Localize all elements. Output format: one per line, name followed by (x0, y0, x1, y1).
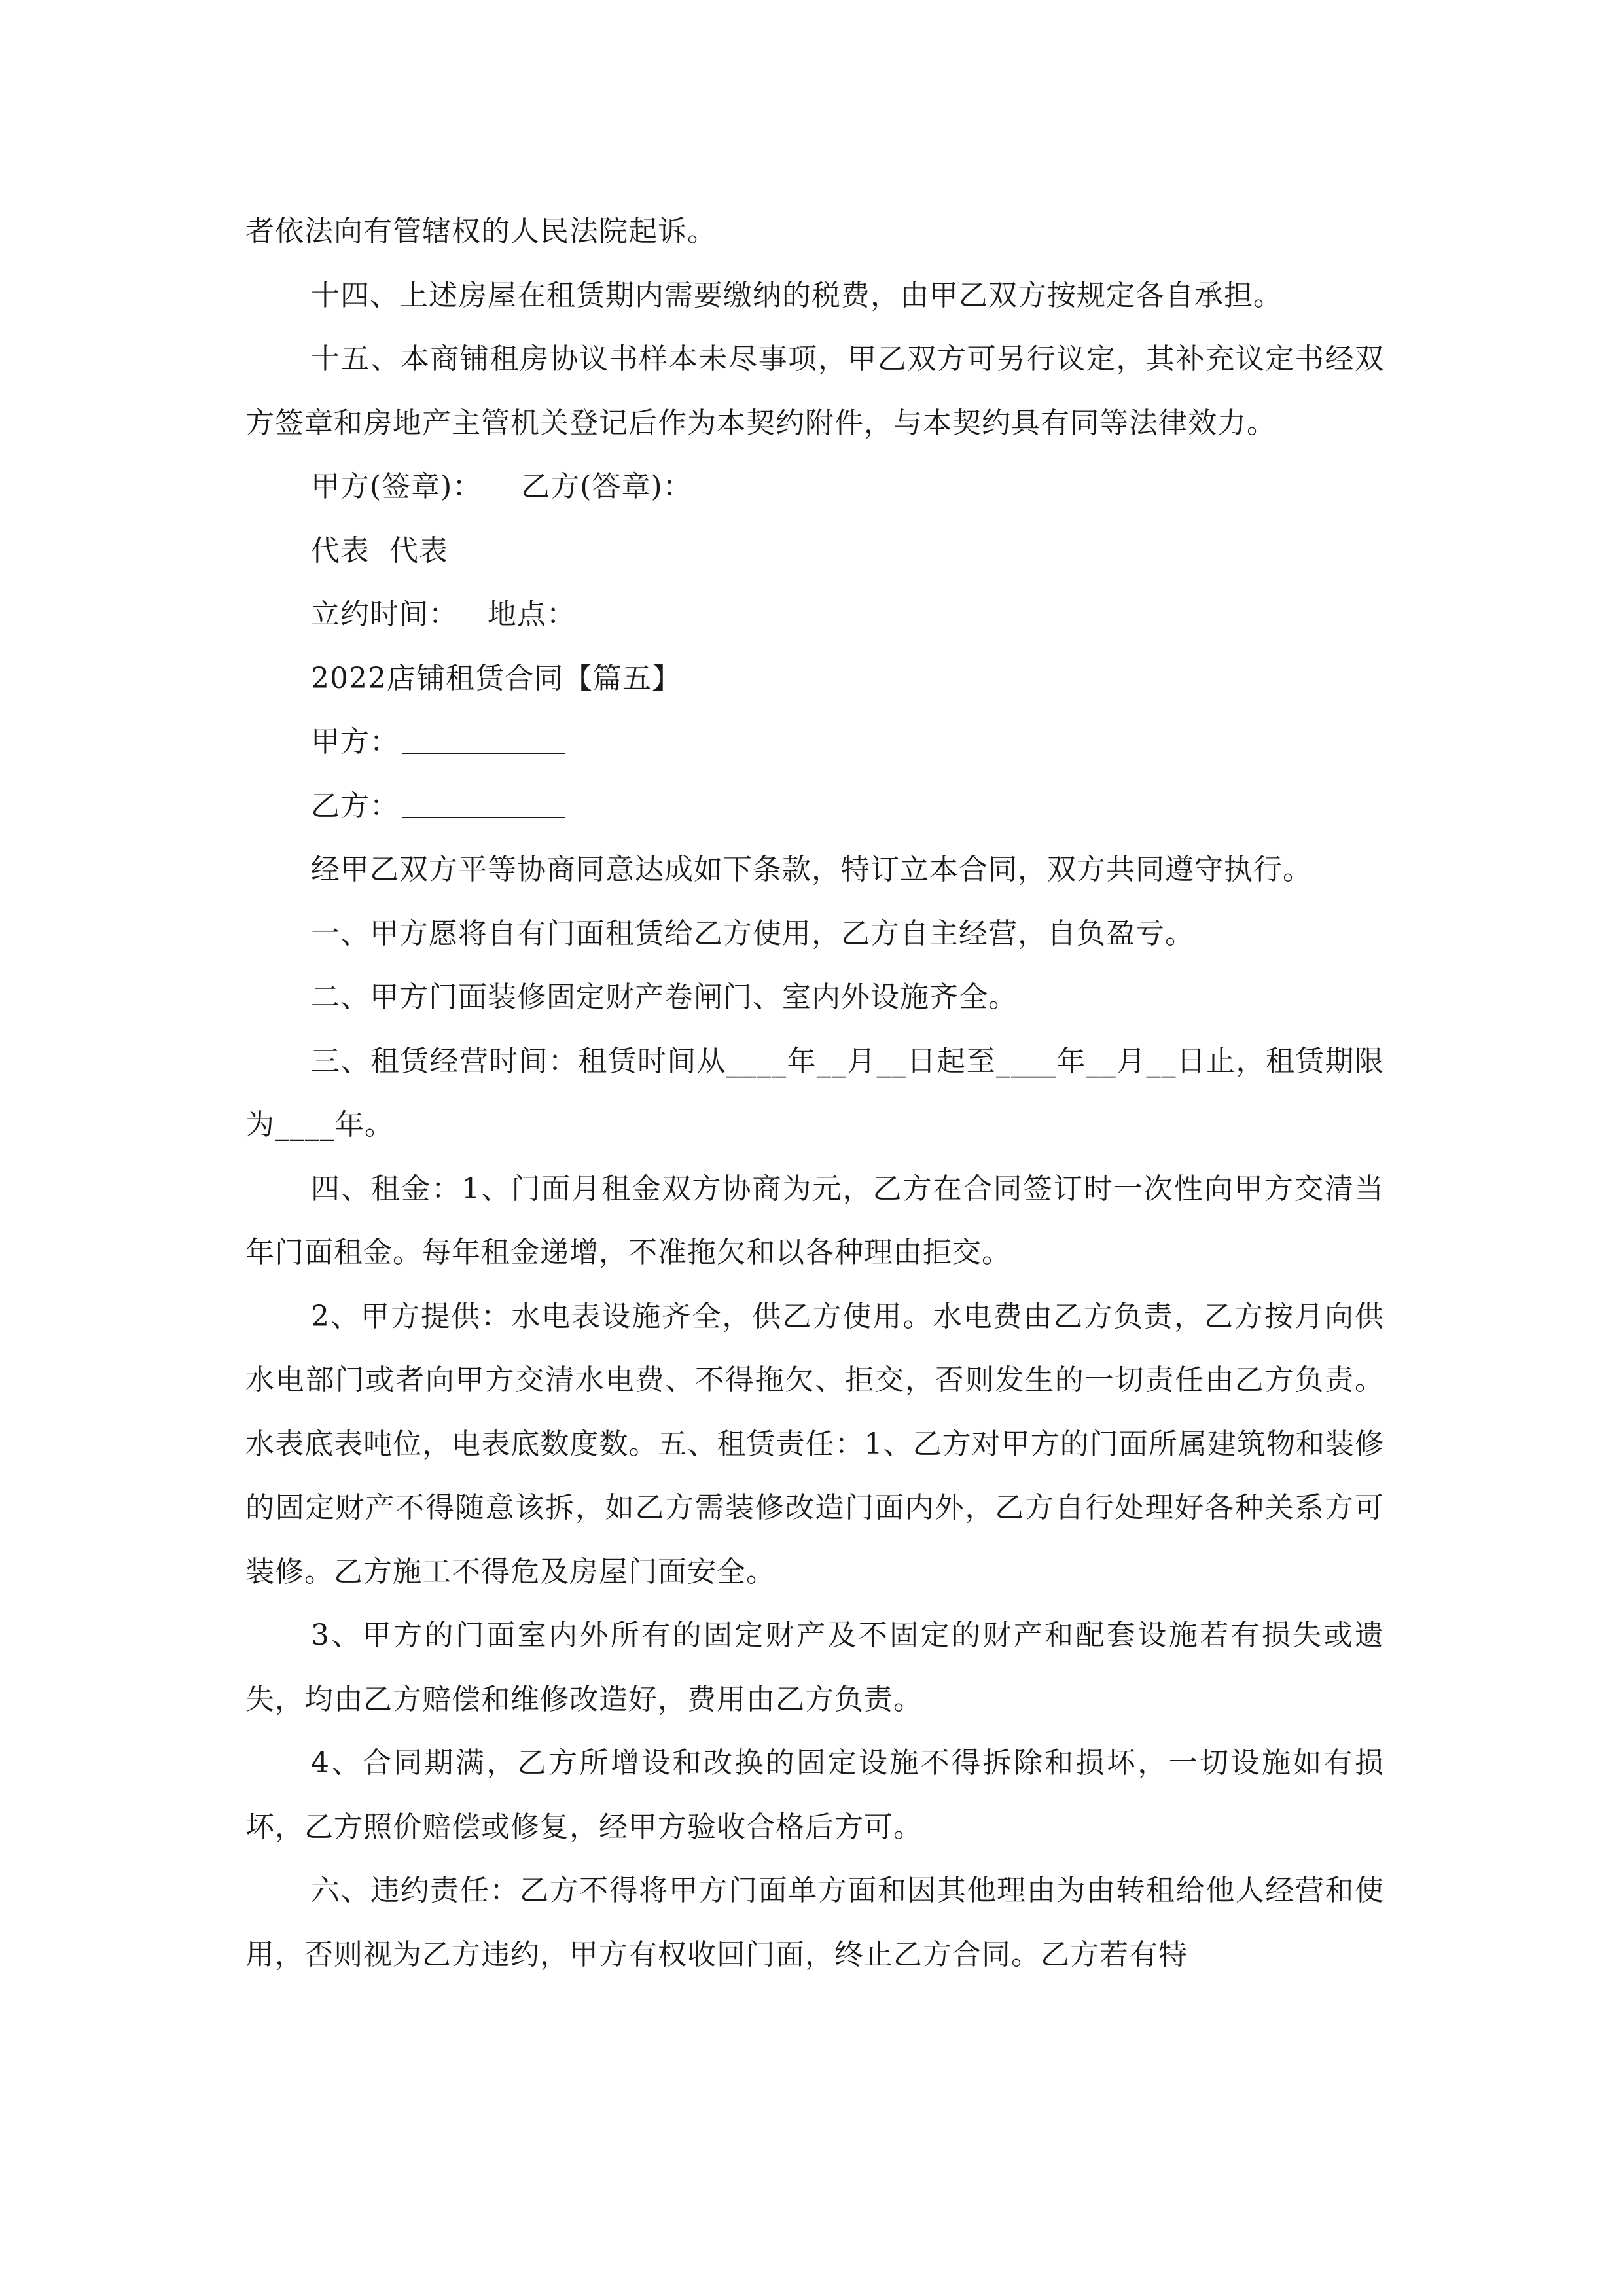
article-5-item-4: 4、合同期满，乙方所增设和改换的固定设施不得拆除和损坏，一切设施如有损坏，乙方照价赔偿或修复，经甲方验收合格后方可。 (245, 1746, 1384, 1844)
party-a-blank (402, 726, 565, 754)
signature-parties: 甲方(签章)： 乙方(答章)： (311, 470, 692, 503)
signature-date-place: 立约时间： 地点： (311, 598, 576, 631)
contract-title: 2022店铺租赁合同【篇五】 (311, 661, 681, 695)
party-b-line (245, 774, 1384, 838)
clause-15: 十五、本商铺租房协议书样本未尽事项，甲乙双方可另行议定，其补充议定书经双方签章和房地产主管机关登记后作为本契约附件，与本契约具有同等法律效力。 (245, 342, 1384, 440)
preamble: 经甲乙双方平等协商同意达成如下条款，特订立本合同，双方共同遵守执行。 (311, 853, 1312, 886)
article-3: 三、租赁经营时间：租赁时间从____年__月__日起至____年__月__日止，租赁期限为____年。 (245, 1044, 1384, 1141)
signature-representatives: 代表 代表 (311, 533, 448, 567)
party-a-label: 甲方： (311, 725, 399, 759)
article-5-item-3: 3、甲方的门面室内外所有的固定财产及不固定的财产和配套设施若有损失或遗失，均由乙方赔偿和维修改造好，费用由乙方负责。 (245, 1619, 1384, 1716)
article-4-item-2: 2、甲方提供：水电表设施齐全，供乙方使用。水电费由乙方负责，乙方按月向供水电部门或者向甲方交清水电费、不得拖欠、拒交，否则发生的一切责任由乙方负责。水表底表吨位，电表底数度数。五、租赁责任：1、乙方对甲方的门面所属建筑物和装修的固定财产不得随意该拆，如乙方需装修改造门面内外，乙方自行处理好各种关系方可装修。乙方施工不得危及房屋门面安全。 (245, 1299, 1384, 1588)
article-2: 二、甲方门面装修固定财产卷闸门、室内外设施齐全。 (311, 980, 1018, 1014)
article-4: 四、租金：1、门面月租金双方协商为元，乙方在合同签订时一次性向甲方交清当年门面租金。每年租金递增，不准拖欠和以各种理由拒交。 (245, 1172, 1384, 1269)
party-b-blank (402, 791, 565, 818)
clause-14: 十四、上述房屋在租赁期内需要缴纳的税费，由甲乙双方按规定各自承担。 (311, 278, 1283, 312)
party-b-label: 乙方： (311, 789, 399, 823)
document-body (245, 200, 1384, 1986)
article-6: 六、违约责任：乙方不得将甲方门面单方面和因其他理由为由转租给他人经营和使用，否则视为乙方违约，甲方有权收回门面，终止乙方合同。乙方若有特 (245, 1874, 1384, 1971)
article-1: 一、甲方愿将自有门面租赁给乙方使用，乙方自主经营，自负盈亏。 (311, 916, 1194, 950)
party-a-line (245, 710, 1384, 774)
paragraph-continuation: 者依法向有管辖权的人民法院起诉。 (245, 215, 717, 248)
